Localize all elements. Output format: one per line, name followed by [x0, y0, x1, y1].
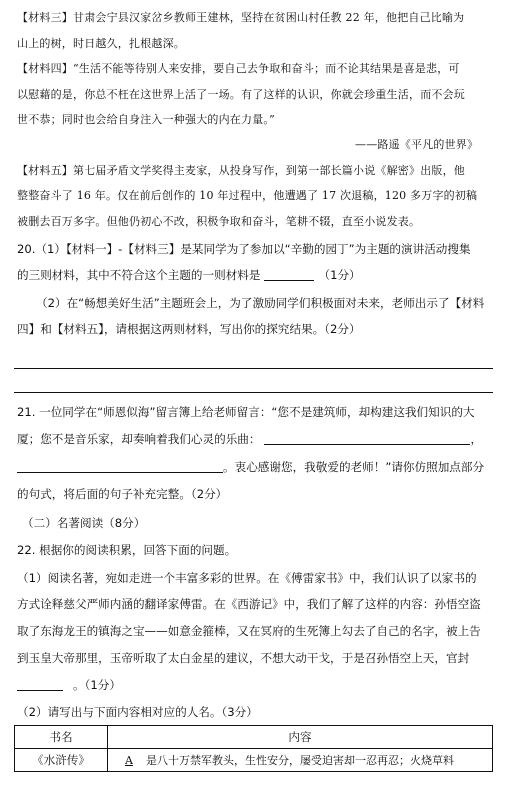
q22-part1-line-4: 到玉皇大帝那里，玉帝听取了太白金星的建议，不想大动干戈，于是召孙悟空上天，官封 [17, 651, 470, 665]
q20-answer-blank[interactable] [264, 268, 314, 281]
q21-line-3-text: 。衷心感谢您，我敬爱的老师！”请你仿照加点部分 [223, 460, 485, 474]
q21-line-3 [17, 460, 484, 474]
table-header-row [15, 726, 493, 749]
q21-comma: ， [470, 432, 483, 446]
table-cell-content [108, 749, 493, 772]
q21-line-4: 的句式，将后面的句子补充完整。（2分） [17, 487, 228, 501]
q20-part1-line-1: 20.（1）【材料一】-【材料三】是某同学为了参加以“辛勤的园丁”为主题的演讲活动搜集 [17, 242, 471, 256]
q21-answer-blank-1[interactable] [264, 432, 470, 445]
q21-line-1: 21. 一位同学在“师恩似海”留言簿上给老师留言：“您不是建筑师，却构建这我们知识的大 [17, 405, 475, 419]
q20-part2-line-2: 四】和【材料五】，请根据这两则材料，写出你的探究结果。（2分） [17, 322, 361, 336]
material-4-source: ——路遥《平凡的世界》 [355, 138, 479, 151]
material-4-line-1: 【材料四】“生活不能等待别人来安排，要自己去争取和奋斗；而不论其结果是喜是悲，可 [17, 62, 460, 75]
q21-line-2-text: 厦；您不是音乐家，却奏响着我们心灵的乐曲： [17, 432, 261, 446]
q22-part1-score: 。（1分） [73, 678, 121, 692]
q22-part1-line-3: 取了东海龙王的镇海之宝——如意金箍棒，又在冥府的生死簿上勾去了自己的名字，被上告 [17, 624, 481, 638]
q21-answer-blank-2[interactable] [17, 460, 223, 473]
q22-part1-line-1: （1）阅读名著，宛如走进一个丰富多彩的世界。在《傅雷家书》中，我们认识了以家书的 [17, 571, 477, 585]
material-5-line-2: 整整奋斗了 16 年。仅在前后创作的 10 年过程中，他遭遇了 17 次退稿，120 多万字的初稿 [17, 189, 478, 202]
table-header-content: 内容 [108, 726, 493, 749]
q20-part1-score: （1分） [318, 268, 361, 282]
material-3-line-1: 【材料三】甘肃会宁县汉家岔乡教师王建林，坚持在贫困山村任教 22 年，他把自己比喻为 [17, 11, 465, 24]
answer-line-2[interactable] [14, 392, 493, 393]
answer-line-1[interactable] [14, 368, 493, 369]
q22-part1-line-2: 方式诠释慈父严师内涵的翻译家傅雷。在《西游记》中，我们了解了这样的内容：孙悟空盗 [17, 597, 481, 611]
q22-part1-line-5 [17, 678, 121, 692]
q22-intro: 22. 根据你的阅读积累，回答下面的问题。 [17, 543, 237, 557]
table-cell-content-text: 是八十万禁军教头，生性安分，屡受迫害却一忍再忍；火烧草料 [146, 754, 454, 767]
table-header-book: 书名 [15, 726, 108, 749]
q21-line-2 [17, 432, 482, 446]
q20-part2-line-1: （2）在“畅想美好生活”主题班会上，为了激励同学们积极面对未来，老师出示了【材料 [36, 296, 485, 310]
table-answer-blank-a[interactable]: A [125, 754, 133, 767]
material-3-line-2: 山上的树，时日越久，扎根越深。 [17, 37, 185, 50]
table-cell-book: 《水浒传》 [15, 749, 108, 772]
section-heading: （二）名著阅读（8分） [22, 516, 146, 530]
q22-part2-prompt: （2）请写出与下面内容相对应的人名。（3分） [17, 705, 258, 719]
material-5-line-1: 【材料五】第七届矛盾文学奖得主麦家，从投身写作，到第一部长篇小说《解密》出版，他 [17, 164, 465, 177]
q20-part1-line-2 [17, 268, 361, 282]
material-5-line-3: 被删去百万多字。但他仍初心不改，积极争取和奋斗，笔耕不辍，直至小说发表。 [17, 215, 421, 228]
names-table [14, 725, 493, 772]
q20-part1-text: 的三则材料，其中不符合这个主题的一则材料是 [17, 268, 261, 282]
material-4-line-2: 以慰藉的是，你总不枉在这世界上活了一场。有了这样的认识，你就会珍重生活，而不会玩 [17, 88, 465, 101]
material-4-line-3: 世不恭；同时也会给自身注入一种强大的内在力量。” [17, 113, 275, 126]
q22-answer-blank[interactable] [17, 678, 63, 691]
table-row [15, 749, 493, 772]
